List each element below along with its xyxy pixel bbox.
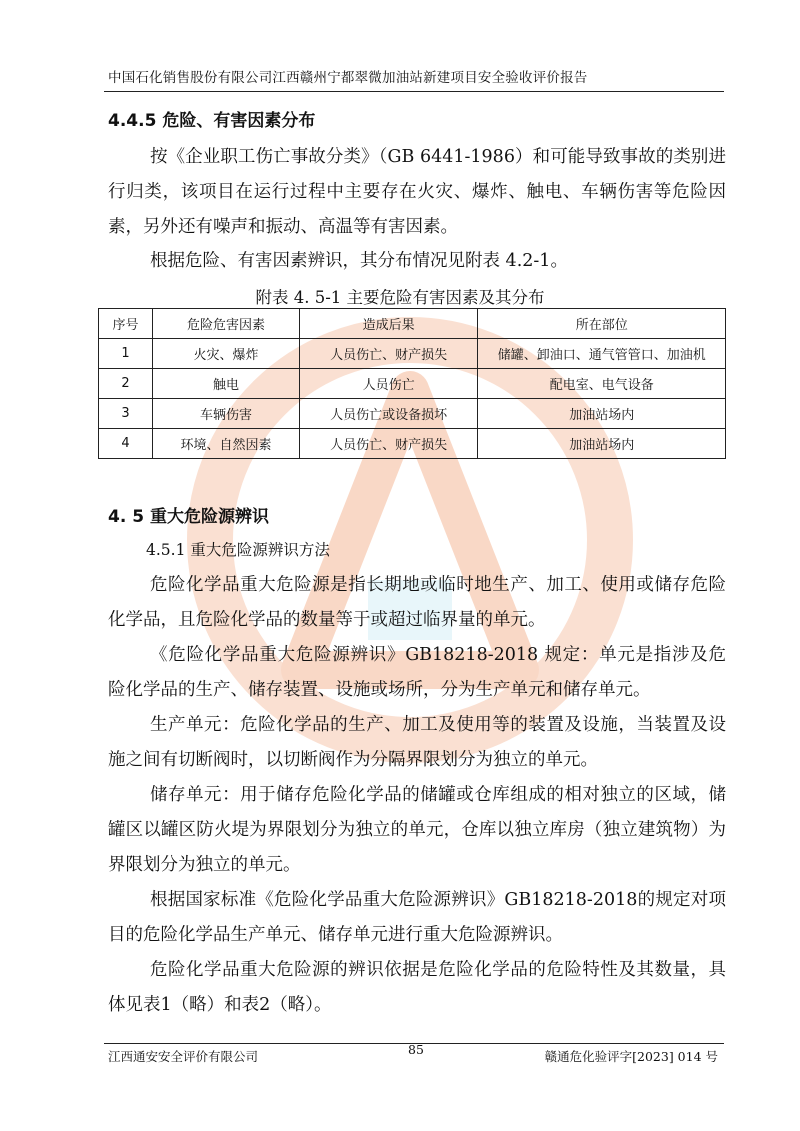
header-divider <box>104 91 724 92</box>
table-cell: 车辆伤害 <box>153 399 300 429</box>
table-cell: 火灾、爆炸 <box>153 339 300 369</box>
paragraph-production-unit: 生产单元：危险化学品的生产、加工及使用等的装置及设施，当装置及设施之间有切断阀时，以切断阀作为分隔界限划分为独立的单元。 <box>108 715 726 770</box>
table-row <box>99 429 726 459</box>
table-cell: 4 <box>99 429 153 459</box>
table-cell: 加油站场内 <box>478 399 726 429</box>
table-cell: 储罐、卸油口、通气管管口、加油机 <box>478 339 726 369</box>
section-heading-445: 4.4.5 危险、有害因素分布 <box>108 111 316 131</box>
footer-company: 江西通安安全评价有限公司 <box>108 1049 259 1064</box>
table-cell: 1 <box>99 339 153 369</box>
column-header-location: 所在部位 <box>478 309 726 339</box>
table-row <box>99 399 726 429</box>
section-heading-45: 4. 5 重大危险源辨识 <box>108 507 269 527</box>
table-cell: 加油站场内 <box>478 429 726 459</box>
table-row <box>99 339 726 369</box>
page-number: 85 <box>408 1042 424 1057</box>
paragraph-standard-unit-definition: 《危险化学品重大危险源辨识》GB18218-2018 规定：单元是指涉及危险化学品的生产、储存装置、设施或场所，分为生产单元和储存单元。 <box>108 645 726 700</box>
table-cell: 环境、自然因素 <box>153 429 300 459</box>
paragraph-storage-unit: 储存单元：用于储存危险化学品的储罐或仓库组成的相对独立的区域，储罐区以罐区防火堤为界限划分为独立的单元，仓库以独立库房（独立建筑物）为界限划分为独立的单元。 <box>108 785 726 875</box>
table-cell: 人员伤亡、财产损失 <box>299 429 478 459</box>
table-cell: 触电 <box>153 369 300 399</box>
paragraph-identification-criteria: 危险化学品重大危险源的辨识依据是危险化学品的危险特性及其数量，具体见表1（略）和表2（略）。 <box>108 960 726 1015</box>
table-cell: 2 <box>99 369 153 399</box>
table-header-row <box>99 309 726 339</box>
column-header-index: 序号 <box>99 309 153 339</box>
paragraph-identification-basis: 根据国家标准《危险化学品重大危险源辨识》GB18218-2018的规定对项目的危险化学品生产单元、储存单元进行重大危险源辨识。 <box>108 890 726 945</box>
column-header-hazard: 危险危害因素 <box>153 309 300 339</box>
paragraph-distribution-reference: 根据危险、有害因素辨识，其分布情况见附表 4.2-1。 <box>150 251 568 271</box>
paragraph-hazard-classification: 按《企业职工伤亡事故分类》（GB 6441-1986）和可能导致事故的类别进行归类，该项目在运行过程中主要存在火灾、爆炸、触电、车辆伤害等危险因素，另外还有噪声和振动、高温等有害因素。 <box>108 147 726 237</box>
footer-doc-number: 赣通危化验评字[2023] 014 号 <box>544 1049 718 1064</box>
hazard-distribution-table <box>98 308 726 459</box>
table-caption: 附表 4. 5-1 主要危险有害因素及其分布 <box>255 288 545 307</box>
table-cell: 配电室、电气设备 <box>478 369 726 399</box>
table-cell: 人员伤亡或设备损坏 <box>299 399 478 429</box>
column-header-consequence: 造成后果 <box>299 309 478 339</box>
table-cell: 3 <box>99 399 153 429</box>
paragraph-major-hazard-definition: 危险化学品重大危险源是指长期地或临时地生产、加工、使用或储存危险化学品，且危险化学品的数量等于或超过临界量的单元。 <box>108 575 726 630</box>
report-header-title: 中国石化销售股份有限公司江西赣州宁都翠微加油站新建项目安全验收评价报告 <box>108 70 588 86</box>
sub-heading-451: 4.5.1 重大危险源辨识方法 <box>146 541 330 559</box>
table-cell: 人员伤亡 <box>299 369 478 399</box>
table-cell: 人员伤亡、财产损失 <box>299 339 478 369</box>
table-row <box>99 369 726 399</box>
